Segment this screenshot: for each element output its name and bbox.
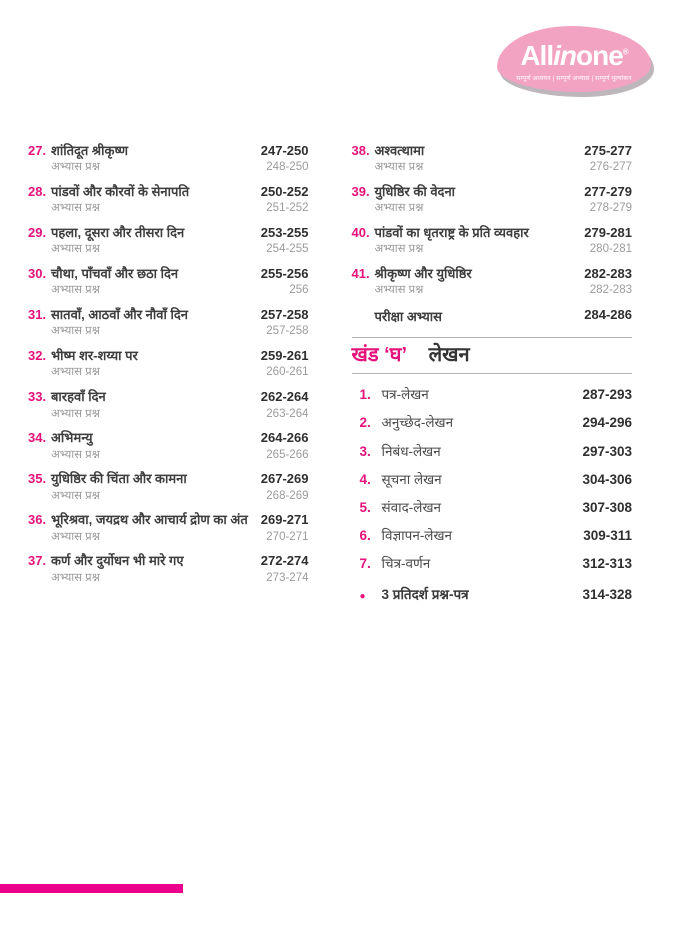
writing-item-page-range: 312-313 <box>582 556 632 572</box>
practice-questions-page-range: 254-255 <box>266 243 309 256</box>
writing-item-number: 4. <box>359 471 371 487</box>
chapter-page-range: 262-264 <box>260 389 309 405</box>
toc-right-column <box>352 143 633 603</box>
chapter-page-range: 267-269 <box>260 471 309 487</box>
toc-columns <box>28 143 632 603</box>
writing-item-row <box>360 415 633 431</box>
chapter-title: पहला, दूसरा और तीसरा दिन <box>51 225 185 241</box>
brand-wordmark <box>520 42 627 70</box>
practice-questions-label: अभ्यास प्रश्न <box>51 366 100 379</box>
chapter-entry <box>28 348 309 380</box>
chapter-practice-line <box>28 531 309 545</box>
chapter-entry <box>28 389 309 421</box>
chapter-title: अभिमन्यु <box>51 430 93 446</box>
toc-left-column <box>28 143 309 603</box>
writing-item-number: 3. <box>359 443 371 459</box>
sample-papers-title: 3 प्रतिदर्श प्रश्न-पत्र <box>381 586 469 602</box>
chapter-main-line <box>28 225 309 241</box>
practice-questions-label: अभ्यास प्रश्न <box>51 325 100 338</box>
chapter-practice-line <box>352 243 633 257</box>
chapter-entry <box>28 307 309 339</box>
chapter-main-line <box>352 266 633 282</box>
exam-practice-label: परीक्षा अभ्यास <box>374 309 442 325</box>
writing-item-number: 1. <box>359 387 371 403</box>
practice-questions-label: अभ्यास प्रश्न <box>374 202 424 215</box>
chapter-number: 36. <box>28 512 47 528</box>
practice-questions-label: अभ्यास प्रश्न <box>51 407 100 420</box>
practice-questions-page-range: 270-271 <box>266 530 309 543</box>
chapter-main-line <box>28 184 309 200</box>
chapter-main-line <box>352 143 633 159</box>
chapter-number: 32. <box>28 348 47 364</box>
brand-word-one: one <box>575 40 623 71</box>
practice-questions-page-range: 256 <box>289 284 309 297</box>
writing-item-page-range: 294-296 <box>582 415 632 431</box>
chapter-page-range: 259-261 <box>260 348 309 364</box>
writing-item-row <box>360 472 633 488</box>
chapter-number: 27. <box>28 143 47 158</box>
chapter-title: युधिष्ठिर की चिंता और कामना <box>51 471 187 487</box>
writing-item-row <box>360 556 633 572</box>
chapter-entry <box>28 471 309 503</box>
practice-questions-page-range: 276-277 <box>589 161 632 174</box>
chapter-title: पांडवों और कौरवों के सेनापति <box>51 184 190 200</box>
writing-item-number: 6. <box>359 528 371 544</box>
toc-right-chapters <box>352 143 633 298</box>
chapter-main-line <box>28 553 309 569</box>
exam-practice-row <box>352 307 633 325</box>
chapter-entry <box>28 553 309 585</box>
brand-word-all: All <box>520 40 554 71</box>
chapter-entry <box>352 184 633 216</box>
writing-item-number: 2. <box>359 415 371 431</box>
chapter-main-line <box>28 389 309 405</box>
practice-questions-page-range: 268-269 <box>266 489 309 502</box>
practice-questions-label: अभ्यास प्रश्न <box>51 448 100 461</box>
chapter-entry <box>352 225 633 257</box>
chapter-page-range: 264-266 <box>260 430 309 446</box>
writing-item-page-range: 307-308 <box>582 499 632 515</box>
writing-item-row <box>360 387 633 403</box>
writing-item-title: निबंध-लेखन <box>381 443 441 459</box>
chapter-title: भीष्म शर-शय्या पर <box>51 348 138 364</box>
chapter-title: युधिष्ठिर की वेदना <box>374 184 456 200</box>
chapter-page-range: 275-277 <box>584 143 632 158</box>
chapter-entry <box>28 225 309 257</box>
practice-questions-page-range: 265-266 <box>266 448 309 461</box>
chapter-main-line <box>352 225 633 241</box>
brand-tagline: सम्पूर्ण अध्ययन | सम्पूर्ण अभ्यास | सम्पूर्ण मूल्यांकन <box>516 76 632 82</box>
practice-questions-label: अभ्यास प्रश्न <box>51 530 100 543</box>
chapter-main-line <box>28 307 309 323</box>
allinone-brand-logo <box>497 26 651 92</box>
chapter-title: शांतिदूत श्रीकृष्ण <box>51 143 129 158</box>
practice-questions-label: अभ्यास प्रश्न <box>51 161 100 174</box>
bullet-icon: ● <box>359 590 366 602</box>
chapter-practice-line <box>352 284 633 298</box>
practice-questions-page-range: 280-281 <box>589 243 632 256</box>
chapter-practice-line <box>352 161 633 175</box>
chapter-practice-line <box>28 325 309 339</box>
practice-questions-page-range: 248-250 <box>266 161 309 174</box>
section-name-label: लेखन <box>428 344 470 367</box>
writing-item-number: 7. <box>359 556 371 572</box>
practice-questions-label: अभ्यास प्रश्न <box>374 161 424 174</box>
chapter-practice-line <box>28 490 309 504</box>
exam-practice-page-range: 284-286 <box>584 307 632 323</box>
chapter-main-line <box>28 143 309 159</box>
practice-questions-page-range: 260-261 <box>266 366 309 379</box>
writing-item-row <box>360 444 633 460</box>
practice-questions-label: अभ्यास प्रश्न <box>51 571 100 584</box>
writing-item-page-range: 309-311 <box>583 528 632 544</box>
chapter-page-range: 279-281 <box>584 225 632 241</box>
chapter-title: श्रीकृष्ण और युधिष्ठिर <box>374 266 472 282</box>
chapter-main-line <box>352 184 633 200</box>
chapter-page-range: 253-255 <box>260 225 309 241</box>
writing-item-title: अनुच्छेद-लेखन <box>381 415 454 431</box>
chapter-entry <box>28 184 309 216</box>
chapter-number: 28. <box>28 184 47 200</box>
chapter-practice-line <box>352 202 633 216</box>
chapter-practice-line <box>28 366 309 380</box>
chapter-title: भूरिश्रवा, जयद्रथ और आचार्य द्रोण का अंत <box>51 512 248 528</box>
chapter-practice-line <box>28 408 309 422</box>
practice-questions-page-range: 263-264 <box>266 407 309 420</box>
writing-item-title: चित्र-वर्णन <box>381 556 431 572</box>
chapter-number: 33. <box>28 389 47 405</box>
chapter-practice-line <box>28 284 309 298</box>
writing-item-title: संवाद-लेखन <box>381 499 441 515</box>
practice-questions-page-range: 273-274 <box>266 571 309 584</box>
section-header-lekhan <box>352 337 633 374</box>
chapter-title: बारहवाँ दिन <box>51 389 106 405</box>
chapter-practice-line <box>28 449 309 463</box>
writing-item-row <box>360 528 633 544</box>
chapter-title: पांडवों का धृतराष्ट्र के प्रति व्यवहार <box>374 225 529 241</box>
chapter-page-range: 247-250 <box>260 143 309 158</box>
chapter-entry <box>352 143 633 175</box>
chapter-number: 30. <box>28 266 47 282</box>
chapter-title: कर्ण और दुर्योधन भी मारे गए <box>51 553 184 569</box>
sample-papers-row <box>360 585 633 603</box>
chapter-main-line <box>28 430 309 446</box>
chapter-page-range: 257-258 <box>260 307 309 323</box>
section-part-label: खंड ‘घ’ <box>351 344 408 367</box>
chapter-main-line <box>28 266 309 282</box>
writing-item-title: सूचना लेखन <box>381 471 442 487</box>
practice-questions-label: अभ्यास प्रश्न <box>51 284 100 297</box>
chapter-page-range: 282-283 <box>584 266 632 282</box>
chapter-practice-line <box>28 243 309 257</box>
practice-questions-page-range: 282-283 <box>589 284 632 297</box>
writing-item-page-range: 304-306 <box>582 471 632 487</box>
chapter-practice-line <box>28 572 309 586</box>
writing-item-row <box>360 500 633 516</box>
brand-word-in: in <box>553 40 576 71</box>
chapter-practice-line <box>28 202 309 216</box>
chapter-entry <box>28 512 309 544</box>
chapter-number: 31. <box>28 307 47 323</box>
chapter-page-range: 250-252 <box>260 184 309 200</box>
chapter-page-range: 255-256 <box>260 266 309 282</box>
practice-questions-label: अभ्यास प्रश्न <box>374 284 424 297</box>
writing-item-page-range: 287-293 <box>582 387 632 403</box>
chapter-number: 34. <box>28 430 47 446</box>
chapter-entry <box>28 430 309 462</box>
registered-mark-icon: ® <box>622 47 628 57</box>
chapter-entry <box>28 143 309 175</box>
chapter-number: 39. <box>351 184 370 200</box>
practice-questions-page-range: 278-279 <box>589 202 632 215</box>
writing-item-page-range: 297-303 <box>582 443 632 459</box>
practice-questions-page-range: 251-252 <box>266 202 309 215</box>
practice-questions-label: अभ्यास प्रश्न <box>51 489 100 502</box>
chapter-page-range: 277-279 <box>584 184 632 200</box>
chapter-page-range: 269-271 <box>260 512 309 528</box>
chapter-page-range: 272-274 <box>260 553 309 569</box>
chapter-main-line <box>28 512 309 528</box>
chapter-main-line <box>28 471 309 487</box>
chapter-main-line <box>28 348 309 364</box>
practice-questions-label: अभ्यास प्रश्न <box>374 243 424 256</box>
chapter-entry <box>28 266 309 298</box>
practice-questions-page-range: 257-258 <box>266 325 309 338</box>
chapter-title: चौथा, पाँचवाँ और छठा दिन <box>51 266 179 282</box>
sample-papers-page-range: 314-328 <box>582 586 632 602</box>
writing-item-number: 5. <box>359 499 371 515</box>
chapter-practice-line <box>28 161 309 175</box>
chapter-number: 38. <box>351 143 370 158</box>
chapter-number: 29. <box>28 225 47 241</box>
chapter-number: 37. <box>28 553 47 569</box>
chapter-number: 41. <box>351 266 370 282</box>
chapter-entry <box>352 266 633 298</box>
chapter-title: अश्वत्थामा <box>374 143 425 158</box>
writing-item-title: विज्ञापन-लेखन <box>381 528 452 544</box>
chapter-number: 35. <box>28 471 47 487</box>
practice-questions-label: अभ्यास प्रश्न <box>51 202 100 215</box>
writing-item-title: पत्र-लेखन <box>381 387 429 403</box>
chapter-number: 40. <box>351 225 370 241</box>
chapter-title: सातवाँ, आठवाँ और नौवाँ दिन <box>51 307 188 323</box>
footer-accent-bar <box>0 884 183 893</box>
writing-items-list <box>352 387 633 572</box>
practice-questions-label: अभ्यास प्रश्न <box>51 243 100 256</box>
